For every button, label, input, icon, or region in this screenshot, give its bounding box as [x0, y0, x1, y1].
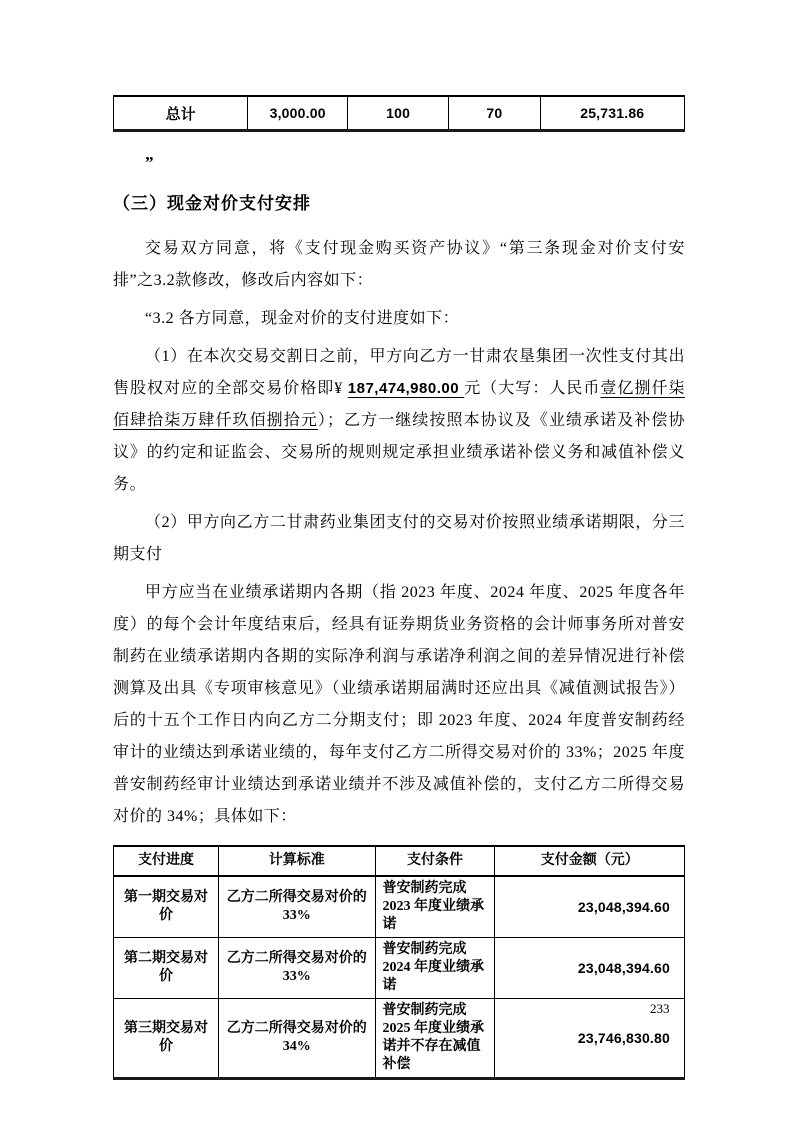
paragraph-clause-3-2-intro: “3.2 各方同意，现金对价的支付进度如下：: [145, 310, 460, 327]
totals-value-3: 70: [449, 96, 540, 131]
item1-amount-figure: 187,474,980.00: [347, 380, 465, 397]
row3-amount: 23,746,830.80: [495, 999, 685, 1079]
closing-quote-mark: ”: [145, 153, 154, 172]
row2-condition: 普安制药完成 2024 年度业绩承诺: [375, 938, 495, 999]
item1-text-mid: 元（大写：人民币: [464, 380, 601, 397]
item1-text-start: （1）在本次交易交割日之前，甲方向乙方一甘肃农垦集团一次性支付其出售股权对应的全部交易价格即¥: [113, 348, 685, 397]
table-row: [114, 876, 685, 938]
row2-standard: 乙方二所得交易对价的 33%: [219, 938, 375, 999]
item1-text-end: ）；乙方一继续按照本协议及《业绩承诺及补偿协议》的约定和证监会、交易所的规则规定承担业绩承诺补偿义务和减值补偿义务。: [113, 412, 685, 493]
totals-value-4: 25,731.86: [540, 96, 684, 131]
paragraph-agreement-amendment: 交易双方同意，将《支付现金购买资产协议》“第三条现金对价支付安排”之3.2款修改，修改后内容如下：: [113, 240, 685, 289]
totals-value-1: 3,000.00: [248, 96, 348, 131]
row1-amount: 23,048,394.60: [495, 876, 685, 938]
row1-condition: 普安制药完成 2023 年度业绩承诺: [375, 876, 495, 938]
header-payment-amount: 支付金额（元）: [495, 846, 685, 876]
row3-stage: 第三期交易对价: [114, 999, 219, 1079]
totals-label: 总计: [114, 96, 248, 131]
page-content: [113, 95, 685, 1080]
header-calc-standard: 计算标准: [219, 846, 375, 876]
table-row: [114, 938, 685, 999]
payment-schedule-table: [113, 845, 685, 1080]
item1-amount-words: 壹亿捌仟柒佰肆拾柒万肆仟玖佰捌拾元: [113, 380, 685, 429]
row1-stage: 第一期交易对价: [114, 876, 219, 938]
row1-standard: 乙方二所得交易对价的 33%: [219, 876, 375, 938]
totals-value-2: 100: [348, 96, 449, 131]
totals-table: [113, 95, 685, 132]
paragraph-item-1: [113, 341, 685, 501]
paragraph-item-2: （2）甲方向乙方二甘肃药业集团支付的交易对价按照业绩承诺期限，分三期支付: [113, 514, 685, 563]
row3-standard: 乙方二所得交易对价的 34%: [219, 999, 375, 1079]
row2-amount: 23,048,394.60: [495, 938, 685, 999]
paragraph-performance-commitment: 甲方应当在业绩承诺期内各期（指 2023 年度、2024 年度、2025 年度各年度）的每个会计年度结束后，经具有证券期货业务资格的会计师事务所对普安制药在业绩承诺期内各期的实际净利润与承诺净利润之间的差异情况进行补偿测算及出具《专项审核意见》（业绩承诺期届满时还应出具《减值测试报告》）后的十五个工作日内向乙方二分期支付；即 2023 年度、2024 年度普安制药经审计的业绩达到承诺业绩的，每年支付乙方二所得交易对价的 33%；2025 年度普安制药经审计业绩达到承诺业绩并不涉及减值补偿的，支付乙方二所得交易对价的 34%；具体如下：: [113, 584, 685, 825]
table-row: [114, 999, 685, 1079]
section-heading: （三）现金对价支付安排: [113, 194, 311, 213]
header-payment-stage: 支付进度: [114, 846, 219, 876]
header-payment-condition: 支付条件: [375, 846, 495, 876]
row3-condition: 普安制药完成 2025 年度业绩承诺并不存在减值补偿: [375, 999, 495, 1079]
totals-row: [114, 96, 685, 131]
row2-stage: 第二期交易对价: [114, 938, 219, 999]
page-number: 233: [650, 1001, 670, 1016]
payment-table-header-row: [114, 846, 685, 876]
